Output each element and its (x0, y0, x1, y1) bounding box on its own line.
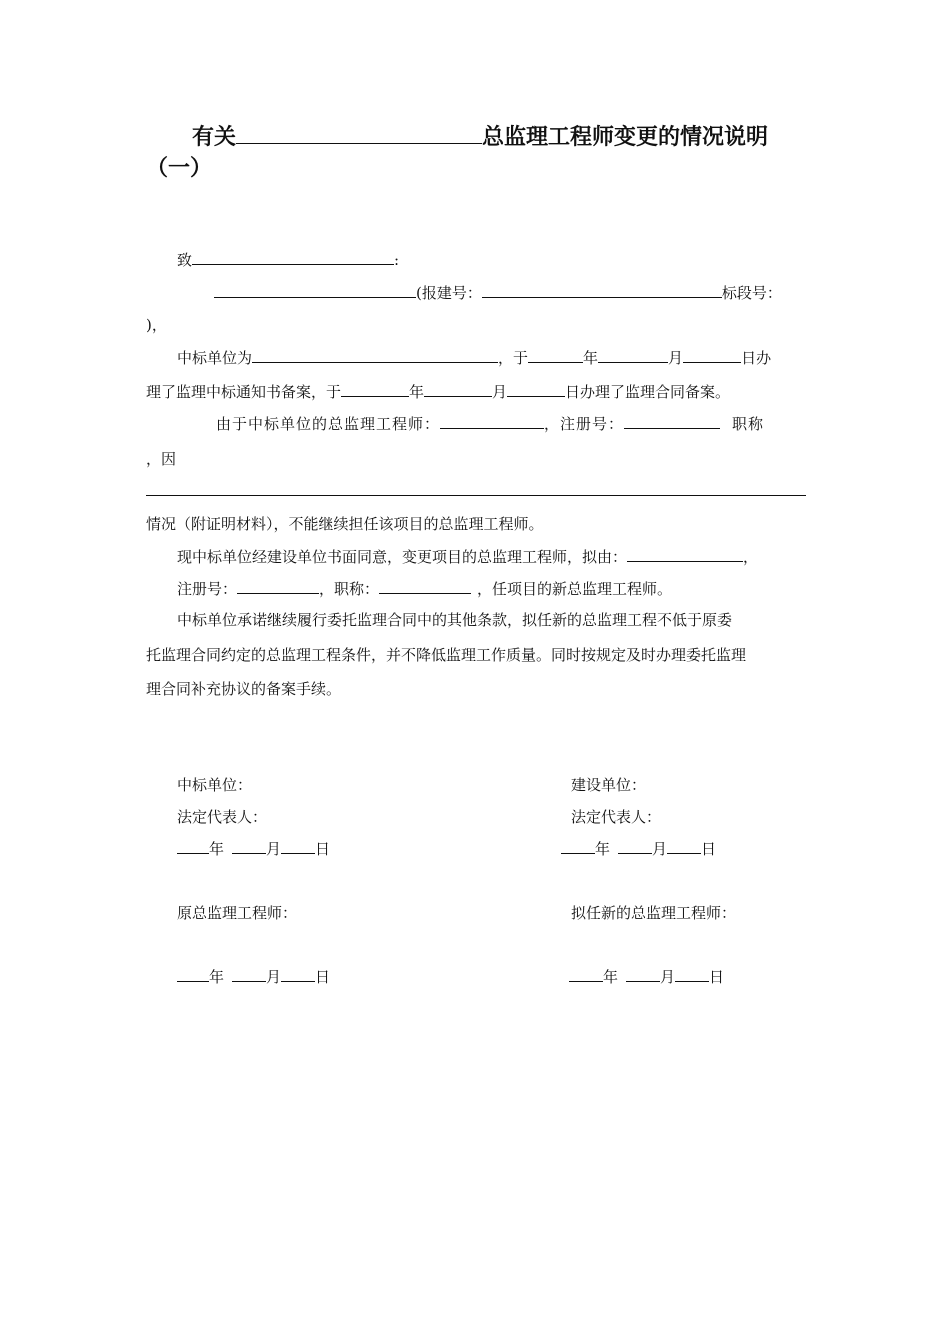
date-month-blank[interactable] (232, 838, 266, 854)
title-suffix: 总监理工程师变更的情况说明 (482, 125, 769, 150)
bid-yue: 月 (668, 349, 684, 367)
date-nian: 年 (209, 840, 225, 858)
date-nian: 年 (595, 840, 611, 858)
date-day-blank[interactable] (675, 966, 709, 982)
bid-unit-blank[interactable] (252, 347, 498, 363)
build-sign-date (561, 838, 716, 859)
project-line-close: )， (146, 316, 167, 334)
date-month-blank[interactable] (618, 838, 652, 854)
record-yue: 月 (492, 383, 508, 401)
date-year-blank[interactable] (177, 966, 209, 982)
reg-label: ，注册号： (544, 415, 625, 433)
date-nian: 年 (603, 968, 619, 986)
addressee-line (177, 249, 399, 270)
chief-reg-blank[interactable] (624, 413, 720, 429)
section-number-label: 标段号： (721, 284, 782, 302)
date-ri: 日 (701, 840, 717, 858)
change-prefix: 现中标单位经建设单位书面同意，变更项目的总监理工程师，拟由： (177, 548, 628, 566)
reason-continued: ，因 (146, 450, 177, 468)
original-chief-label: 原总监理工程师： (177, 904, 298, 922)
record-nian: 年 (409, 383, 425, 401)
report-number-blank[interactable] (482, 282, 722, 298)
bid-unit-label: 中标单位为 (177, 349, 253, 367)
record-line (146, 381, 730, 402)
new-chief-blank[interactable] (627, 546, 743, 562)
commitment-line-1: 中标单位承诺继续履行委托监理合同中的其他条款，拟任新的总监理工程不低于原委 (177, 611, 733, 629)
record-prefix: 理了监理中标通知书备案，于 (146, 383, 342, 401)
date-day-blank[interactable] (281, 838, 315, 854)
title-prefix: 有关 (192, 125, 237, 150)
addressee-blank[interactable] (192, 249, 394, 265)
bid-sign-date (177, 838, 330, 859)
new-reg-blank[interactable] (237, 578, 319, 594)
date-month-blank[interactable] (626, 966, 660, 982)
change-comma: ， (743, 548, 759, 566)
date-month-blank[interactable] (232, 966, 266, 982)
change-line (177, 546, 758, 567)
title-line-2: （一） (146, 156, 213, 181)
new-reg-line (177, 578, 672, 599)
new-title-label: ，职称： (319, 580, 380, 598)
date-yue: 月 (266, 968, 282, 986)
date-day-blank[interactable] (667, 838, 701, 854)
project-line (214, 282, 782, 303)
bid-unit-signature-label: 中标单位： (177, 776, 253, 794)
date-year-blank[interactable] (561, 838, 595, 854)
bid-legal-rep-label: 法定代表人： (177, 808, 268, 826)
date-ri: 日 (315, 968, 331, 986)
date-day-blank[interactable] (281, 966, 315, 982)
record-year-blank[interactable] (341, 381, 409, 397)
reason-blank-line[interactable] (146, 495, 806, 496)
bid-year-blank[interactable] (528, 347, 583, 363)
date-nian: 年 (209, 968, 225, 986)
date-year-blank[interactable] (569, 966, 603, 982)
date-yue: 月 (660, 968, 676, 986)
record-day-blank[interactable] (507, 381, 565, 397)
date-yue: 月 (652, 840, 668, 858)
bid-ri: 日办 (741, 349, 772, 367)
date-year-blank[interactable] (177, 838, 209, 854)
reason-line (216, 413, 764, 434)
bid-nian: 年 (583, 349, 599, 367)
commitment-line-3: 理合同补充协议的备案手续。 (146, 680, 342, 698)
new-title-blank[interactable] (379, 578, 471, 594)
reason-prefix: 由于中标单位的总监理工程师： (216, 415, 441, 433)
date-ri: 日 (315, 840, 331, 858)
report-number-label: (报建号： (416, 284, 482, 302)
record-suffix: 日办理了监理合同备案。 (565, 383, 731, 401)
title-label: 职称 (732, 415, 765, 433)
situation-line: 情况（附证明材料），不能继续担任该项目的总监理工程师。 (146, 515, 544, 533)
bid-yu: ，于 (498, 349, 529, 367)
bid-month-blank[interactable] (598, 347, 668, 363)
bid-day-blank[interactable] (683, 347, 741, 363)
document-title (192, 123, 768, 152)
original-chief-date (177, 966, 330, 987)
new-chief-date (569, 966, 724, 987)
project-blank[interactable] (214, 282, 416, 298)
new-chief-label: 拟任新的总监理工程师： (571, 904, 737, 922)
date-ri: 日 (709, 968, 725, 986)
date-yue: 月 (266, 840, 282, 858)
bid-line (177, 347, 771, 368)
chief-name-blank[interactable] (440, 413, 544, 429)
build-legal-rep-label: 法定代表人： (571, 808, 662, 826)
new-reg-label: 注册号： (177, 580, 238, 598)
new-reg-suffix: ，任项目的新总监理工程师。 (477, 580, 673, 598)
build-unit-signature-label: 建设单位： (571, 776, 647, 794)
addressee-colon: : (394, 251, 400, 269)
addressee-prefix: 致 (177, 251, 193, 269)
commitment-line-2: 托监理合同约定的总监理工程条件，并不降低监理工作质量。同时按规定及时办理委托监理 (146, 646, 747, 664)
record-month-blank[interactable] (424, 381, 492, 397)
project-name-blank[interactable] (236, 123, 482, 144)
